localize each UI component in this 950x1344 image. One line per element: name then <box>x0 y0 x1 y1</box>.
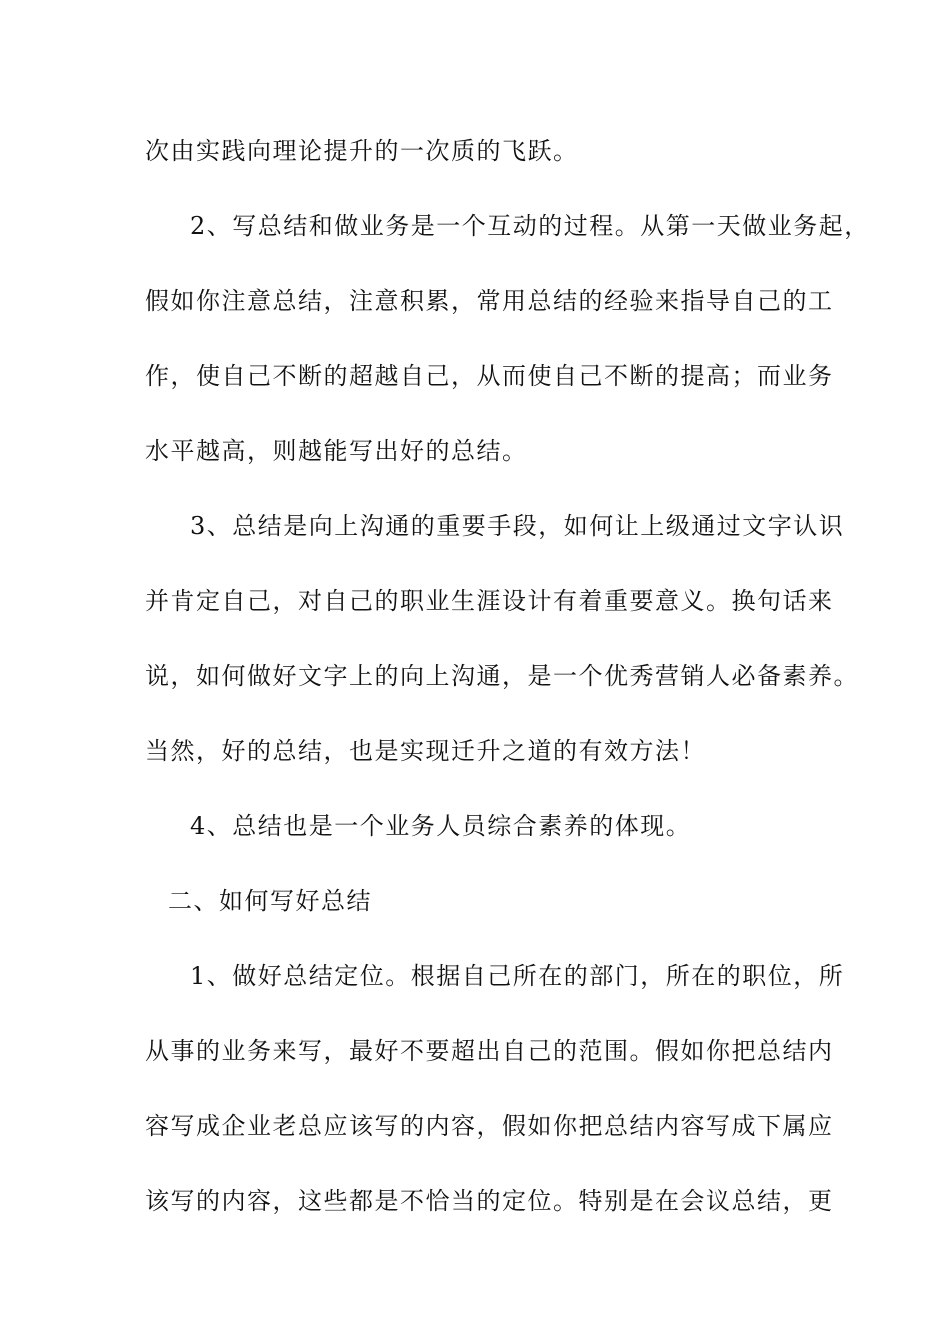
text-line: 作，使自己不断的超越自己，从而使自己不断的提高；而业务 <box>145 362 834 390</box>
text-line: 3、总结是向上沟通的重要手段，如何让上级通过文字认识 <box>190 512 845 540</box>
text-line: 说，如何做好文字上的向上沟通，是一个优秀营销人必备素养。 <box>145 662 859 690</box>
text-line: 4、总结也是一个业务人员综合素养的体现。 <box>190 812 692 840</box>
text-line: 水平越高，则越能写出好的总结。 <box>145 437 528 465</box>
text-line: 该写的内容，这些都是不恰当的定位。特别是在会议总结，更 <box>145 1187 834 1215</box>
section-heading: 二、如何写好总结 <box>168 887 372 915</box>
text-line: 次由实践向理论提升的一次质的飞跃。 <box>145 137 579 165</box>
text-line: 从事的业务来写，最好不要超出自己的范围。假如你把总结内 <box>145 1037 834 1065</box>
text-line: 并肯定自己，对自己的职业生涯设计有着重要意义。换句话来 <box>145 587 834 615</box>
text-line: 假如你注意总结，注意积累，常用总结的经验来指导自己的工 <box>145 287 834 315</box>
text-line: 2、写总结和做业务是一个互动的过程。从第一天做业务起， <box>190 212 870 240</box>
text-line: 当然，好的总结，也是实现迁升之道的有效方法！ <box>145 737 706 765</box>
text-line: 1、做好总结定位。根据自己所在的部门，所在的职位，所 <box>190 962 845 990</box>
text-line: 容写成企业老总应该写的内容，假如你把总结内容写成下属应 <box>145 1112 834 1140</box>
